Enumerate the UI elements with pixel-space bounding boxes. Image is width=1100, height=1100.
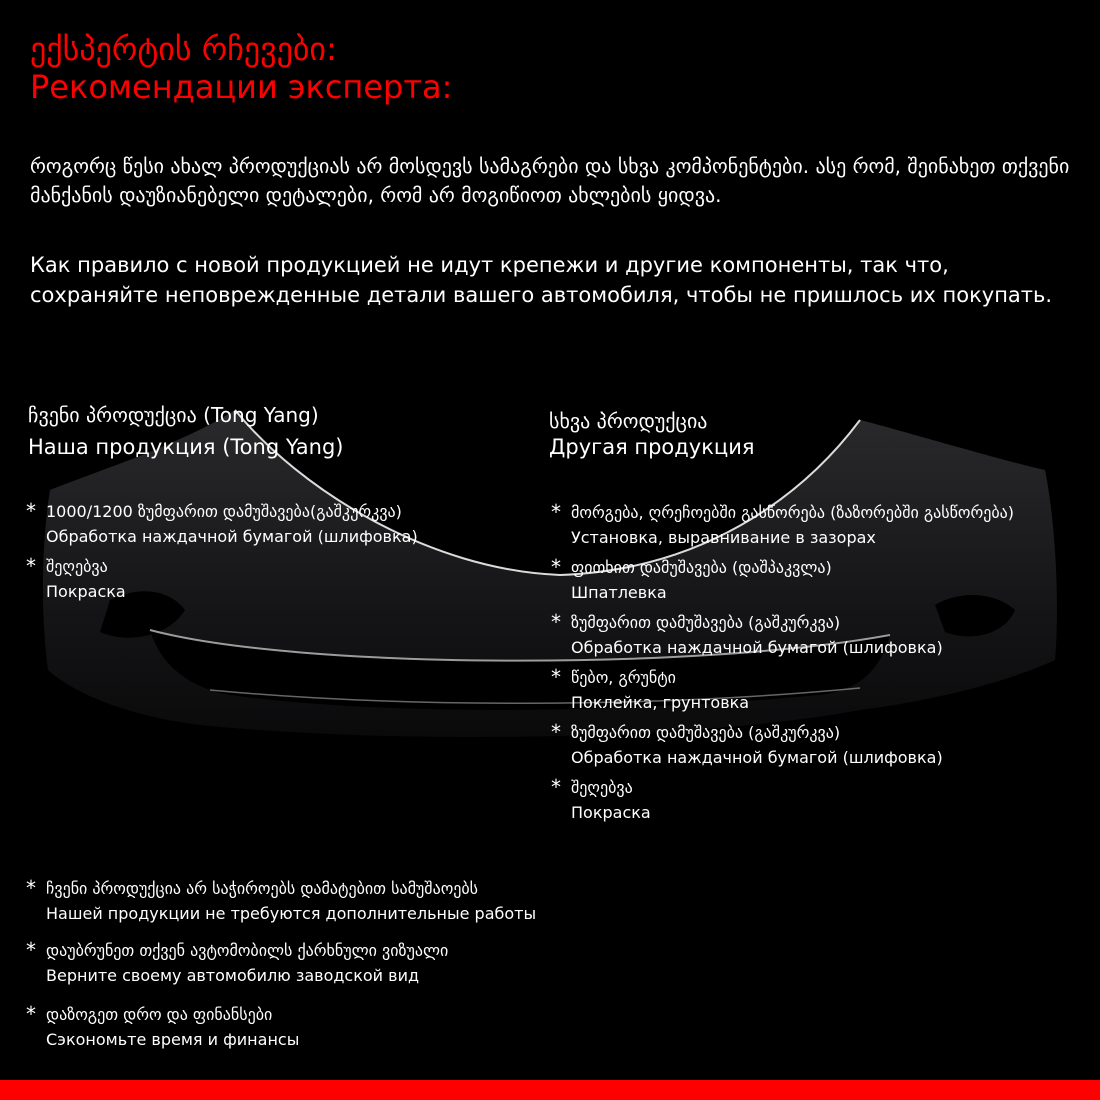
item-label-georgian: ზუმფარით დამუშავება (გაშკურკვა) — [571, 613, 841, 632]
bullet-star: * — [551, 665, 561, 689]
item-label-russian: Обработка наждачной бумагой (шлифовка) — [571, 748, 943, 767]
benefit-label-georgian: დაზოგეთ დრო და ფინანსები — [46, 1005, 273, 1024]
intro-text-russian: Как правило с новой продукцией не идут крепежи и другие компоненты, так что, сохраняйте неповрежденные детали вашего автомобиля, чтобы не пришлось их покупать. — [30, 253, 1053, 307]
benefit-label-russian: Нашей продукции не требуются дополнительные работы — [46, 904, 537, 923]
our-product-item — [26, 500, 418, 550]
item-label-georgian: მორგება, ღრეჩოებში გასწორება (ზაზორებში გასწორება) — [571, 503, 1014, 522]
bullet-star: * — [26, 554, 36, 578]
item-label-russian: Обработка наждачной бумагой (шлифовка) — [46, 527, 418, 546]
our-product-heading-georgian: ჩვენი პროდუქცია (Tong Yang) — [28, 403, 319, 427]
benefit-label-russian: Сэкономьте время и финансы — [46, 1030, 300, 1049]
item-label-russian: Установка, выравнивание в зазорах — [571, 528, 876, 547]
other-product-item — [551, 611, 943, 661]
other-product-item — [551, 501, 1014, 551]
bottom-accent-bar — [0, 1080, 1100, 1100]
bullet-star: * — [551, 500, 561, 524]
other-product-item — [551, 666, 749, 716]
our-product-item — [26, 555, 126, 605]
bullet-star: * — [26, 1002, 36, 1026]
our-product-heading-russian: Наша продукция (Tong Yang) — [28, 435, 344, 459]
item-label-russian: Покраска — [571, 803, 651, 822]
bullet-star: * — [551, 610, 561, 634]
other-product-item — [551, 776, 651, 826]
item-label-russian: Поклейка, грунтовка — [571, 693, 750, 712]
other-product-item — [551, 556, 832, 606]
item-label-georgian: შეღებვა — [571, 778, 633, 797]
item-label-georgian: ფითხით დამუშავება (დაშპაკვლა) — [571, 558, 832, 577]
bullet-star: * — [26, 938, 36, 962]
item-label-russian: Покраска — [46, 582, 126, 601]
bullet-star: * — [551, 775, 561, 799]
item-label-russian: Обработка наждачной бумагой (шлифовка) — [571, 638, 943, 657]
other-product-heading-georgian: სხვა პროდუქცია — [549, 409, 708, 433]
item-label-georgian: 1000/1200 ზუმფარით დამუშავება(გაშკურკვა) — [46, 502, 402, 521]
benefit-item — [26, 877, 536, 927]
bullet-star: * — [26, 499, 36, 523]
title-georgian: ექსპერტის რჩევები: — [30, 30, 337, 68]
benefit-item — [26, 1003, 299, 1053]
other-product-heading-russian: Другая продукция — [549, 435, 755, 459]
item-label-georgian: შეღებვა — [46, 557, 108, 576]
benefit-label-georgian: დაუბრუნეთ თქვენ ავტომობილს ქარხნული ვიზუალი — [46, 941, 449, 960]
benefit-label-russian: Верните своему автомобилю заводской вид — [46, 966, 420, 985]
bullet-star: * — [26, 876, 36, 900]
bullet-star: * — [551, 720, 561, 744]
item-label-russian: Шпатлевка — [571, 583, 667, 602]
item-label-georgian: წებო, გრუნტი — [571, 668, 676, 687]
item-label-georgian: ზუმფარით დამუშავება (გაშკურკვა) — [571, 723, 841, 742]
benefit-label-georgian: ჩვენი პროდუქცია არ საჭიროებს დამატებით სამუშაოებს — [46, 879, 479, 898]
bullet-star: * — [551, 555, 561, 579]
other-product-item — [551, 721, 943, 771]
title-russian: Рекомендации эксперта: — [30, 68, 453, 106]
benefit-item — [26, 939, 448, 989]
intro-text-georgian: როგორც წესი ახალ პროდუქციას არ მოსდევს სამაგრები და სხვა კომპონენტები. ასე რომ, შეინახეთ თქვენი მანქანის დაუზიანებელი დეტალები, რომ არ მოგიწიოთ ახლების ყიდვა. — [30, 154, 1070, 207]
